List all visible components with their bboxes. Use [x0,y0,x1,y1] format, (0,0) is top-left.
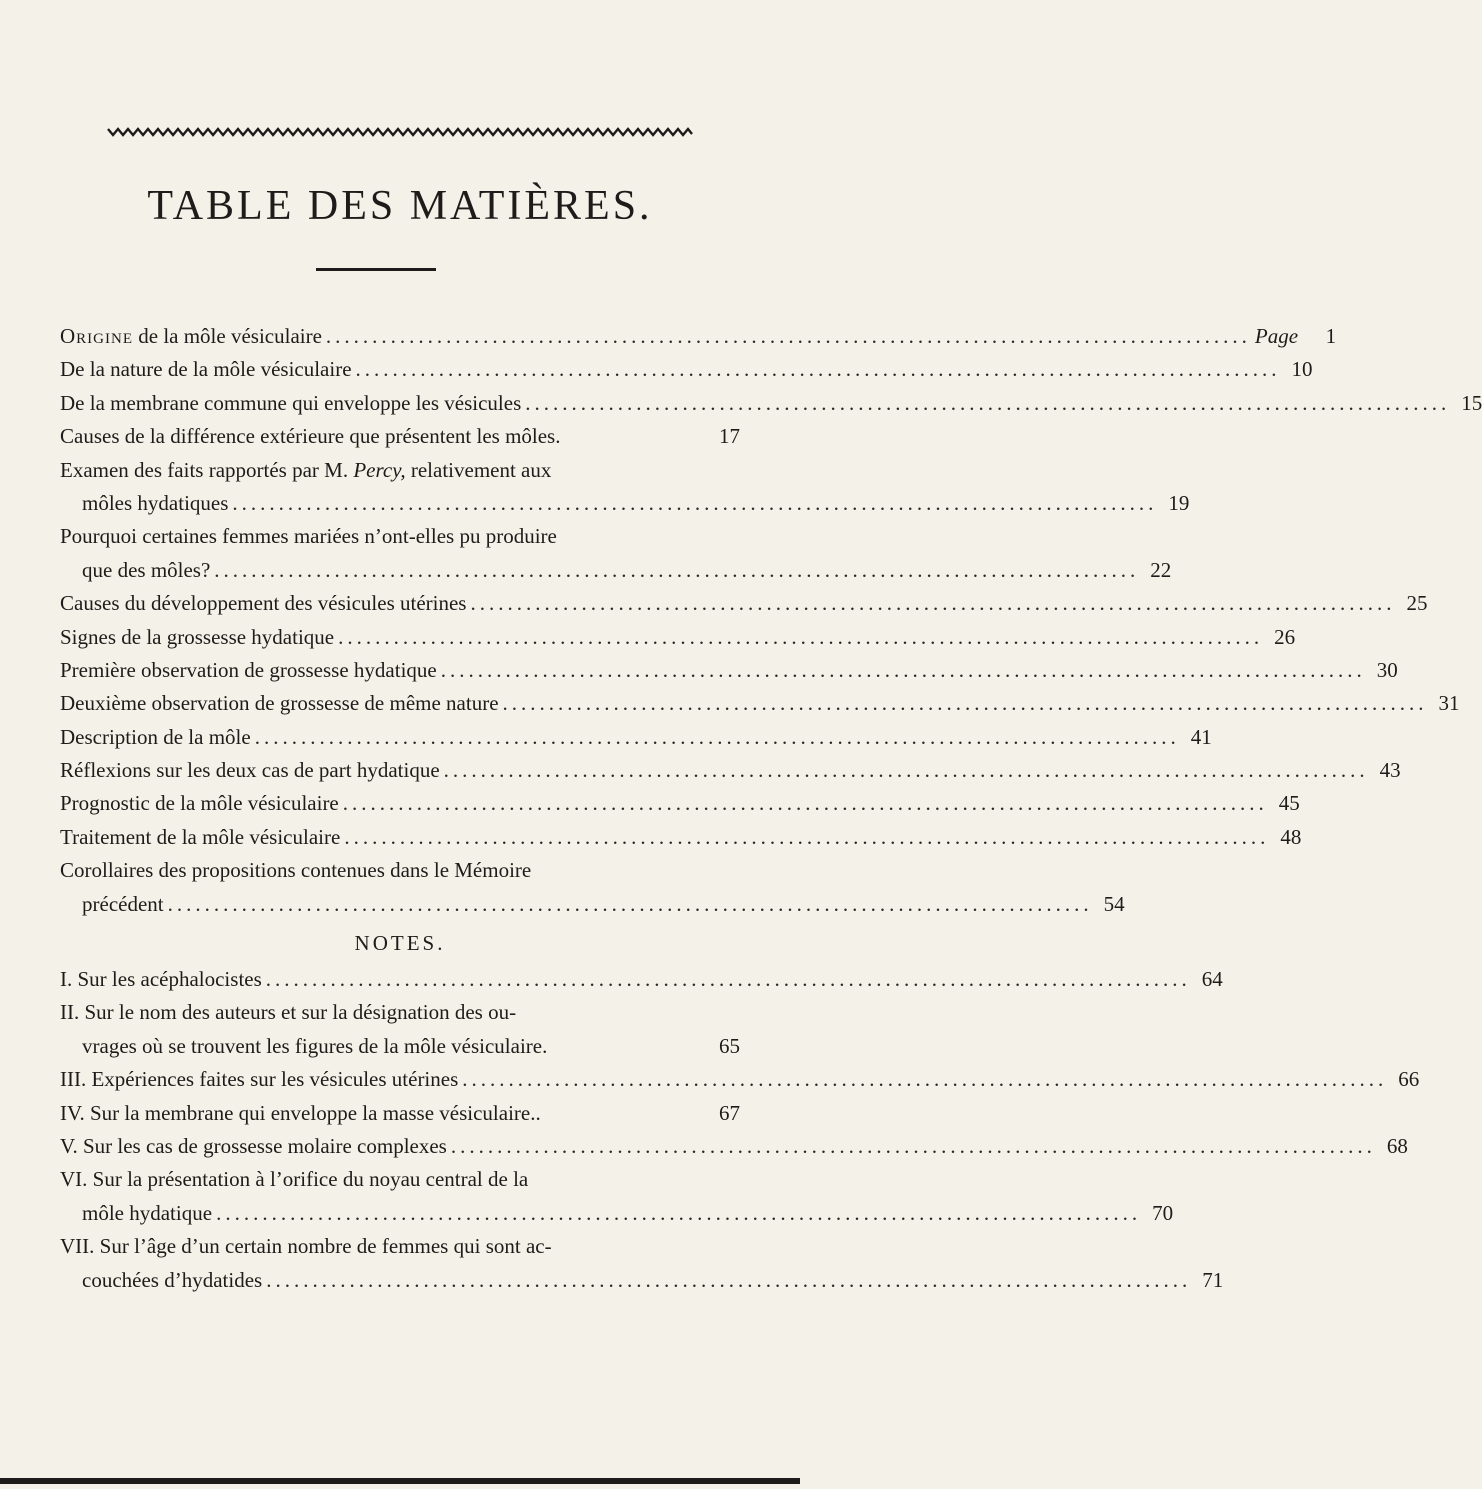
note-title-cont: couchées d’hydatides [82,1267,263,1292]
toc-entry [60,721,1212,754]
toc-entry [60,821,1302,854]
toc-entry [60,420,740,453]
page-number: 45 [1278,791,1300,816]
toc-entry-line1 [60,454,740,487]
dot-leader: .................................................................................................... [525,390,1451,415]
entry-title-cont: relativement aux [405,457,552,482]
dot-leader: .................................................................................................... [266,1267,1192,1292]
dot-leader: .................................................................................................... [344,824,1270,849]
note-title: II. Sur le nom des auteurs et sur la désignation des ou- [60,1000,517,1025]
dot-leader: .................................................................................................... [338,624,1264,649]
entry-title: de la môle vésiculaire [133,324,322,348]
toc-entry [60,654,1398,687]
dot-leader: .................................................................................................... [216,1200,1142,1225]
page-number: 43 [1379,758,1401,783]
toc-entry [60,587,1428,620]
note-entry-line1 [60,996,740,1029]
entry-title: Causes du développement des vésicules utérines [60,591,467,616]
toc-entry-line2 [60,888,1125,921]
dot-leader: .................................................................................................... [450,1133,1376,1158]
page-number: 66 [1398,1067,1420,1092]
toc-entry [60,353,1313,386]
dot-leader: .................................................................................................... [440,657,1366,682]
dot-leader: .................................................................................................... [342,791,1268,816]
author-name: Percy, [353,457,406,482]
entry-title: Pourquoi certaines femmes mariées n’ont-elles pu produire [60,524,557,549]
entry-title: Prognostic de la môle vésiculaire [60,791,339,816]
dot-leader: .................................................................................................... [167,891,1093,916]
note-entry [60,1063,1420,1096]
note-entry [60,1130,1408,1163]
note-entry-line1 [60,1230,740,1263]
note-title: VII. Sur l’âge d’un certain nombre de femmes qui sont ac- [60,1234,552,1259]
entry-title: Première observation de grossesse hydatique [60,657,437,682]
toc-entry [60,387,1482,420]
entry-title: Signes de la grossesse hydatique [60,624,335,649]
note-title: VI. Sur la présentation à l’orifice du noyau central de la [60,1167,529,1192]
toc-entry [60,621,1296,654]
toc-entry [60,320,1337,353]
entry-lead-word: Origine [60,324,133,348]
entry-title: Causes de la différence extérieure que présentent les môles. [60,424,561,449]
note-title: V. Sur les cas de grossesse molaire complexes [60,1133,447,1158]
toc-entry [60,787,1300,820]
note-entry-line2 [60,1197,1174,1230]
note-title: III. Expériences faites sur les vésicules utérines [60,1067,459,1092]
entry-title: De la nature de la môle vésiculaire [60,357,352,382]
toc-entry [60,754,1401,787]
dot-leader: .................................................................................................... [355,357,1281,382]
entry-title: Corollaires des propositions contenues dans le Mémoire [60,858,532,883]
entry-title: De la membrane commune qui enveloppe les vésicules [60,390,522,415]
entry-title-cont: que des môles? [82,557,211,582]
page-number: 1 [1325,324,1337,348]
entry-title-cont: précédent [82,891,164,916]
note-entry [60,963,1223,996]
table-of-contents [60,320,1482,1297]
page-bottom-edge [0,1478,800,1484]
decorative-border-ornament [108,126,692,138]
note-title: IV. Sur la membrane qui enveloppe la masse vésiculaire.. [60,1100,541,1125]
page-number: 64 [1201,967,1223,992]
toc-entry-line2 [60,487,1190,520]
dot-leader: .................................................................................................... [325,324,1251,348]
page-number: 67 [719,1100,740,1125]
note-entry-line1 [60,1163,740,1196]
note-entry-line2 [60,1030,740,1063]
dot-leader: .................................................................................................... [502,691,1428,716]
note-entry [60,1097,740,1130]
page-number: 54 [1103,891,1125,916]
title-rule [316,268,436,271]
page-number: 10 [1291,357,1313,382]
dot-leader: .................................................................................................... [232,490,1158,515]
entry-title: Traitement de la môle vésiculaire [60,824,341,849]
dot-leader: .................................................................................................... [254,724,1180,749]
dot-leader: .................................................................................................... [214,557,1140,582]
page-number: 15 [1461,390,1482,415]
page-number: 30 [1376,657,1398,682]
note-title: I. Sur les acéphalocistes [60,967,262,992]
dot-leader: .................................................................................................... [443,758,1369,783]
page-number: 41 [1190,724,1212,749]
note-title-cont: vrages où se trouvent les figures de la môle vésiculaire. [82,1033,548,1058]
entry-title: Description de la môle [60,724,251,749]
page-number: 48 [1280,824,1302,849]
page-number: 68 [1386,1133,1408,1158]
toc-entry-line1 [60,854,740,887]
entry-title: Deuxième observation de grossesse de même nature [60,691,499,716]
dot-leader: .................................................................................................... [462,1067,1388,1092]
page-title: TABLE DES MATIÈRES. [147,183,653,229]
notes-heading: NOTES. [354,931,446,956]
page-number: 31 [1438,691,1460,716]
page-number: 70 [1152,1200,1174,1225]
page-number: 25 [1406,591,1428,616]
page-number: 26 [1274,624,1296,649]
note-title-cont: môle hydatique [82,1200,213,1225]
page-number: 22 [1150,557,1172,582]
page-number: 19 [1168,490,1190,515]
note-entry-line2 [60,1264,1224,1297]
toc-entry-line1 [60,520,740,553]
entry-title: Réflexions sur les deux cas de part hydatique [60,758,440,783]
toc-entry [60,687,1460,720]
entry-title-cont: môles hydatiques [82,490,229,515]
page-number: 71 [1202,1267,1224,1292]
dot-leader: .................................................................................................... [470,591,1396,616]
page-number: 65 [719,1033,740,1058]
toc-entry-line2 [60,554,1172,587]
page-number: 17 [719,424,740,449]
dot-leader: .................................................................................................... [265,967,1191,992]
entry-title: Examen des faits rapportés par M. [60,457,354,482]
page-label: Page [1254,324,1299,348]
